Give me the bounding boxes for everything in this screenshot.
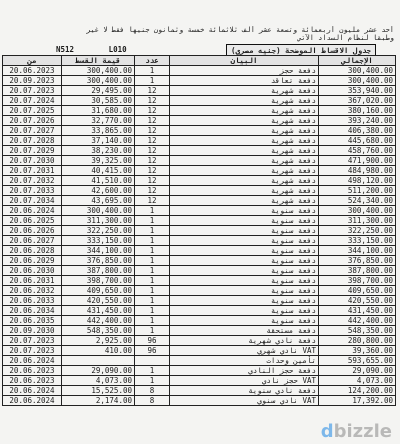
cell-count: 12	[135, 156, 170, 166]
cell-date: 20.06.2024	[3, 356, 62, 366]
table-row	[3, 66, 396, 76]
cell-description: دفعة سنوية	[170, 236, 319, 246]
cell-amount	[62, 356, 135, 366]
cell-date: 20.06.2031	[3, 276, 62, 286]
cell-total: 124,200.00	[319, 386, 396, 396]
cell-total: 406,380.00	[319, 126, 396, 136]
cell-count: 1	[135, 306, 170, 316]
cell-count: 1	[135, 276, 170, 286]
cell-total: 458,760.00	[319, 146, 396, 156]
cell-date: 20.09.2023	[3, 76, 62, 86]
cell-date: 20.07.2034	[3, 196, 62, 206]
cell-date: 20.07.2032	[3, 176, 62, 186]
table-row	[3, 126, 396, 136]
cell-count: 12	[135, 106, 170, 116]
cell-count: 1	[135, 366, 170, 376]
cell-count: 1	[135, 286, 170, 296]
cell-total: 442,400.00	[319, 316, 396, 326]
cell-description: دفعة نادي شهرية	[170, 336, 319, 346]
cell-total: 511,200.00	[319, 186, 396, 196]
cell-count: 12	[135, 116, 170, 126]
cell-total: 387,800.00	[319, 266, 396, 276]
table-row	[3, 186, 396, 196]
table-row	[3, 286, 396, 296]
table-caption: جدول الاقساط الموضحة (جنيه مصري)	[226, 44, 376, 56]
cell-date: 20.06.2033	[3, 296, 62, 306]
table-row	[3, 366, 396, 376]
cell-count: 1	[135, 66, 170, 76]
cell-description: دفعة شهرية	[170, 146, 319, 156]
installments-table	[2, 55, 396, 406]
table-row	[3, 86, 396, 96]
table-row	[3, 206, 396, 216]
cell-count: 96	[135, 346, 170, 356]
cell-amount: 43,695.00	[62, 196, 135, 206]
cell-date: 20.06.2030	[3, 266, 62, 276]
cell-amount: 15,525.00	[62, 386, 135, 396]
cell-count: 1	[135, 226, 170, 236]
cell-amount: 38,230.00	[62, 146, 135, 156]
cell-total: 300,400.00	[319, 76, 396, 86]
cell-date: 20.06.2028	[3, 246, 62, 256]
cell-amount: 420,550.00	[62, 296, 135, 306]
table-row	[3, 396, 396, 406]
cell-total: 398,700.00	[319, 276, 396, 286]
cell-description: دفعة شهرية	[170, 116, 319, 126]
cell-count: 1	[135, 246, 170, 256]
table-row	[3, 336, 396, 346]
cell-total: 393,240.00	[319, 116, 396, 126]
cell-count: 12	[135, 136, 170, 146]
cell-date: 20.07.2023	[3, 336, 62, 346]
cell-total: 471,900.00	[319, 156, 396, 166]
cell-date: 20.06.2025	[3, 216, 62, 226]
cell-amount: 2,174.00	[62, 396, 135, 406]
cell-amount: 29,495.00	[62, 86, 135, 96]
cell-amount: 39,325.00	[62, 156, 135, 166]
cell-amount: 42,600.00	[62, 186, 135, 196]
cell-date: 20.06.2023	[3, 66, 62, 76]
cell-amount: 2,925.00	[62, 336, 135, 346]
cell-description: VAT نادي سنوي	[170, 396, 319, 406]
cell-total: 333,150.00	[319, 236, 396, 246]
cell-total: 17,392.00	[319, 396, 396, 406]
cell-count: 1	[135, 266, 170, 276]
cell-date: 20.09.2030	[3, 326, 62, 336]
cell-count	[135, 356, 170, 366]
cell-count: 1	[135, 76, 170, 86]
table-row	[3, 176, 396, 186]
cell-date: 20.07.2030	[3, 156, 62, 166]
cell-description: دفعة حجز	[170, 66, 319, 76]
cell-date: 20.06.2023	[3, 376, 62, 386]
cell-count: 1	[135, 376, 170, 386]
table-row	[3, 356, 396, 366]
cell-amount: 410.00	[62, 346, 135, 356]
cell-description: دفعة سنوية	[170, 306, 319, 316]
cell-amount: 409,650.00	[62, 286, 135, 296]
cell-total: 548,350.00	[319, 326, 396, 336]
cell-total: 484,980.00	[319, 166, 396, 176]
cell-amount: 300,400.00	[62, 206, 135, 216]
cell-amount: 398,700.00	[62, 276, 135, 286]
cell-amount: 442,400.00	[62, 316, 135, 326]
cell-description: دفعة تعاقد	[170, 76, 319, 86]
cell-total: 593,655.00	[319, 356, 396, 366]
table-row	[3, 166, 396, 176]
cell-description: دفعة سنوية	[170, 246, 319, 256]
cell-total: 367,020.00	[319, 96, 396, 106]
table-header-row	[3, 56, 396, 66]
cell-date: 20.07.2025	[3, 106, 62, 116]
col-header-description: البيان	[170, 56, 319, 66]
cell-amount: 41,510.00	[62, 176, 135, 186]
cell-count: 1	[135, 256, 170, 266]
cell-description: دفعة شهرية	[170, 136, 319, 146]
cell-description: دفعة سنوية	[170, 266, 319, 276]
cell-date: 20.06.2023	[3, 366, 62, 376]
cell-description: دفعة شهرية	[170, 156, 319, 166]
cell-count: 1	[135, 236, 170, 246]
cell-description: دفعة شهرية	[170, 166, 319, 176]
cell-amount: 300,400.00	[62, 66, 135, 76]
col-header-amount: قيمة القسط	[62, 56, 135, 66]
cell-description: دفعة شهرية	[170, 96, 319, 106]
cell-total: 498,120.00	[319, 176, 396, 186]
cell-description: دفعة سنوية	[170, 276, 319, 286]
cell-description: VAT نادي شهري	[170, 346, 319, 356]
cell-total: 376,850.00	[319, 256, 396, 266]
cell-description: VAT حجز نادي	[170, 376, 319, 386]
cell-count: 12	[135, 96, 170, 106]
cell-total: 300,400.00	[319, 66, 396, 76]
table-row	[3, 266, 396, 276]
table-row	[3, 216, 396, 226]
cell-date: 20.07.2028	[3, 136, 62, 146]
cell-description: دفعة سنوية	[170, 226, 319, 236]
cell-description: دفعة شهرية	[170, 86, 319, 96]
table-row	[3, 376, 396, 386]
cell-total: 420,550.00	[319, 296, 396, 306]
cell-amount: 344,100.00	[62, 246, 135, 256]
cell-count: 1	[135, 296, 170, 306]
unit-codes	[56, 45, 157, 54]
cell-count: 96	[135, 336, 170, 346]
cell-total: 353,940.00	[319, 86, 396, 96]
cell-count: 12	[135, 86, 170, 96]
cell-count: 12	[135, 126, 170, 136]
cell-total: 311,300.00	[319, 216, 396, 226]
table-row	[3, 76, 396, 86]
cell-amount: 322,250.00	[62, 226, 135, 236]
cell-amount: 37,140.00	[62, 136, 135, 146]
table-row	[3, 346, 396, 356]
cell-total: 431,450.00	[319, 306, 396, 316]
cell-date: 20.06.2024	[3, 396, 62, 406]
cell-amount: 548,350.00	[62, 326, 135, 336]
cell-amount: 387,800.00	[62, 266, 135, 276]
cell-date: 20.06.2035	[3, 316, 62, 326]
cell-description: دفعة مستحقة	[170, 326, 319, 336]
cell-count: 12	[135, 146, 170, 156]
table-row	[3, 226, 396, 236]
cell-date: 20.07.2029	[3, 146, 62, 156]
cell-date: 20.07.2031	[3, 166, 62, 176]
cell-description: دفعة شهرية	[170, 106, 319, 116]
cell-count: 12	[135, 186, 170, 196]
cell-date: 20.06.2029	[3, 256, 62, 266]
cell-date: 20.06.2024	[3, 206, 62, 216]
cell-description: دفعة سنوية	[170, 206, 319, 216]
cell-count: 12	[135, 176, 170, 186]
cell-date: 20.07.2026	[3, 116, 62, 126]
cell-description: دفعة حجز النادي	[170, 366, 319, 376]
cell-total: 322,250.00	[319, 226, 396, 236]
cell-total: 380,160.00	[319, 106, 396, 116]
table-row	[3, 326, 396, 336]
cell-amount: 4,073.00	[62, 376, 135, 386]
table-row	[3, 136, 396, 146]
cell-amount: 300,400.00	[62, 76, 135, 86]
cell-description: تأمين وحدات	[170, 356, 319, 366]
table-row	[3, 386, 396, 396]
cell-date: 20.07.2024	[3, 96, 62, 106]
cell-count: 1	[135, 316, 170, 326]
cell-total: 39,360.00	[319, 346, 396, 356]
cell-date: 20.07.2033	[3, 186, 62, 196]
cell-date: 20.06.2034	[3, 306, 62, 316]
cell-total: 300,400.00	[319, 206, 396, 216]
cell-amount: 31,680.00	[62, 106, 135, 116]
cell-date: 20.07.2023	[3, 346, 62, 356]
col-header-count: عدد	[135, 56, 170, 66]
table-row	[3, 196, 396, 206]
table-row	[3, 236, 396, 246]
unit-code-2: L010	[108, 45, 127, 54]
cell-count: 12	[135, 166, 170, 176]
cell-amount: 30,585.00	[62, 96, 135, 106]
cell-total: 4,073.00	[319, 376, 396, 386]
table-body	[3, 66, 396, 406]
cell-total: 524,340.00	[319, 196, 396, 206]
cell-count: 1	[135, 206, 170, 216]
cell-date: 20.07.2027	[3, 126, 62, 136]
cell-description: دفعة نادي سنوية	[170, 386, 319, 396]
cell-date: 20.06.2027	[3, 236, 62, 246]
unit-code-1: N512	[56, 45, 75, 54]
cell-date: 20.06.2024	[3, 386, 62, 396]
table-row	[3, 276, 396, 286]
cell-total: 280,800.00	[319, 336, 396, 346]
cell-count: 1	[135, 216, 170, 226]
table-row	[3, 106, 396, 116]
table-row	[3, 116, 396, 126]
cell-count: 1	[135, 326, 170, 336]
cell-date: 20.06.2026	[3, 226, 62, 236]
cell-description: دفعة سنوية	[170, 316, 319, 326]
cell-amount: 431,450.00	[62, 306, 135, 316]
header-payment-system: وطبقا لنظام السداد الآتي	[297, 34, 394, 42]
cell-total: 344,100.00	[319, 246, 396, 256]
cell-description: دفعة سنوية	[170, 216, 319, 226]
cell-count: 8	[135, 386, 170, 396]
cell-count: 8	[135, 396, 170, 406]
cell-description: دفعة شهرية	[170, 196, 319, 206]
cell-description: دفعة سنوية	[170, 286, 319, 296]
cell-amount: 376,850.00	[62, 256, 135, 266]
cell-description: دفعة سنوية	[170, 296, 319, 306]
cell-description: دفعة شهرية	[170, 186, 319, 196]
cell-amount: 40,415.00	[62, 166, 135, 176]
cell-description: دفعة شهرية	[170, 126, 319, 136]
cell-date: 20.07.2023	[3, 86, 62, 96]
table-row	[3, 306, 396, 316]
cell-date: 20.06.2032	[3, 286, 62, 296]
cell-amount: 311,300.00	[62, 216, 135, 226]
table-row	[3, 256, 396, 266]
table-row	[3, 316, 396, 326]
col-header-date: من	[3, 56, 62, 66]
table-row	[3, 246, 396, 256]
cell-total: 445,680.00	[319, 136, 396, 146]
table-row	[3, 156, 396, 166]
cell-count: 12	[135, 196, 170, 206]
cell-amount: 29,090.00	[62, 366, 135, 376]
cell-amount: 333,150.00	[62, 236, 135, 246]
table-row	[3, 296, 396, 306]
header-total-in-words: أحد عشر مليون أربعمائة وتسعة عشر ألف ثلاثمائة خمسة وثمانون جنيها فقط لا غير	[86, 26, 394, 34]
cell-description: دفعة سنوية	[170, 256, 319, 266]
table-row	[3, 146, 396, 156]
dubizzle-watermark: dbizzle	[320, 421, 392, 442]
col-header-total: الإجمالي	[319, 56, 396, 66]
cell-amount: 32,770.00	[62, 116, 135, 126]
cell-description: دفعة شهرية	[170, 176, 319, 186]
cell-total: 409,650.00	[319, 286, 396, 296]
cell-total: 29,090.00	[319, 366, 396, 376]
cell-amount: 33,865.00	[62, 126, 135, 136]
table-row	[3, 96, 396, 106]
